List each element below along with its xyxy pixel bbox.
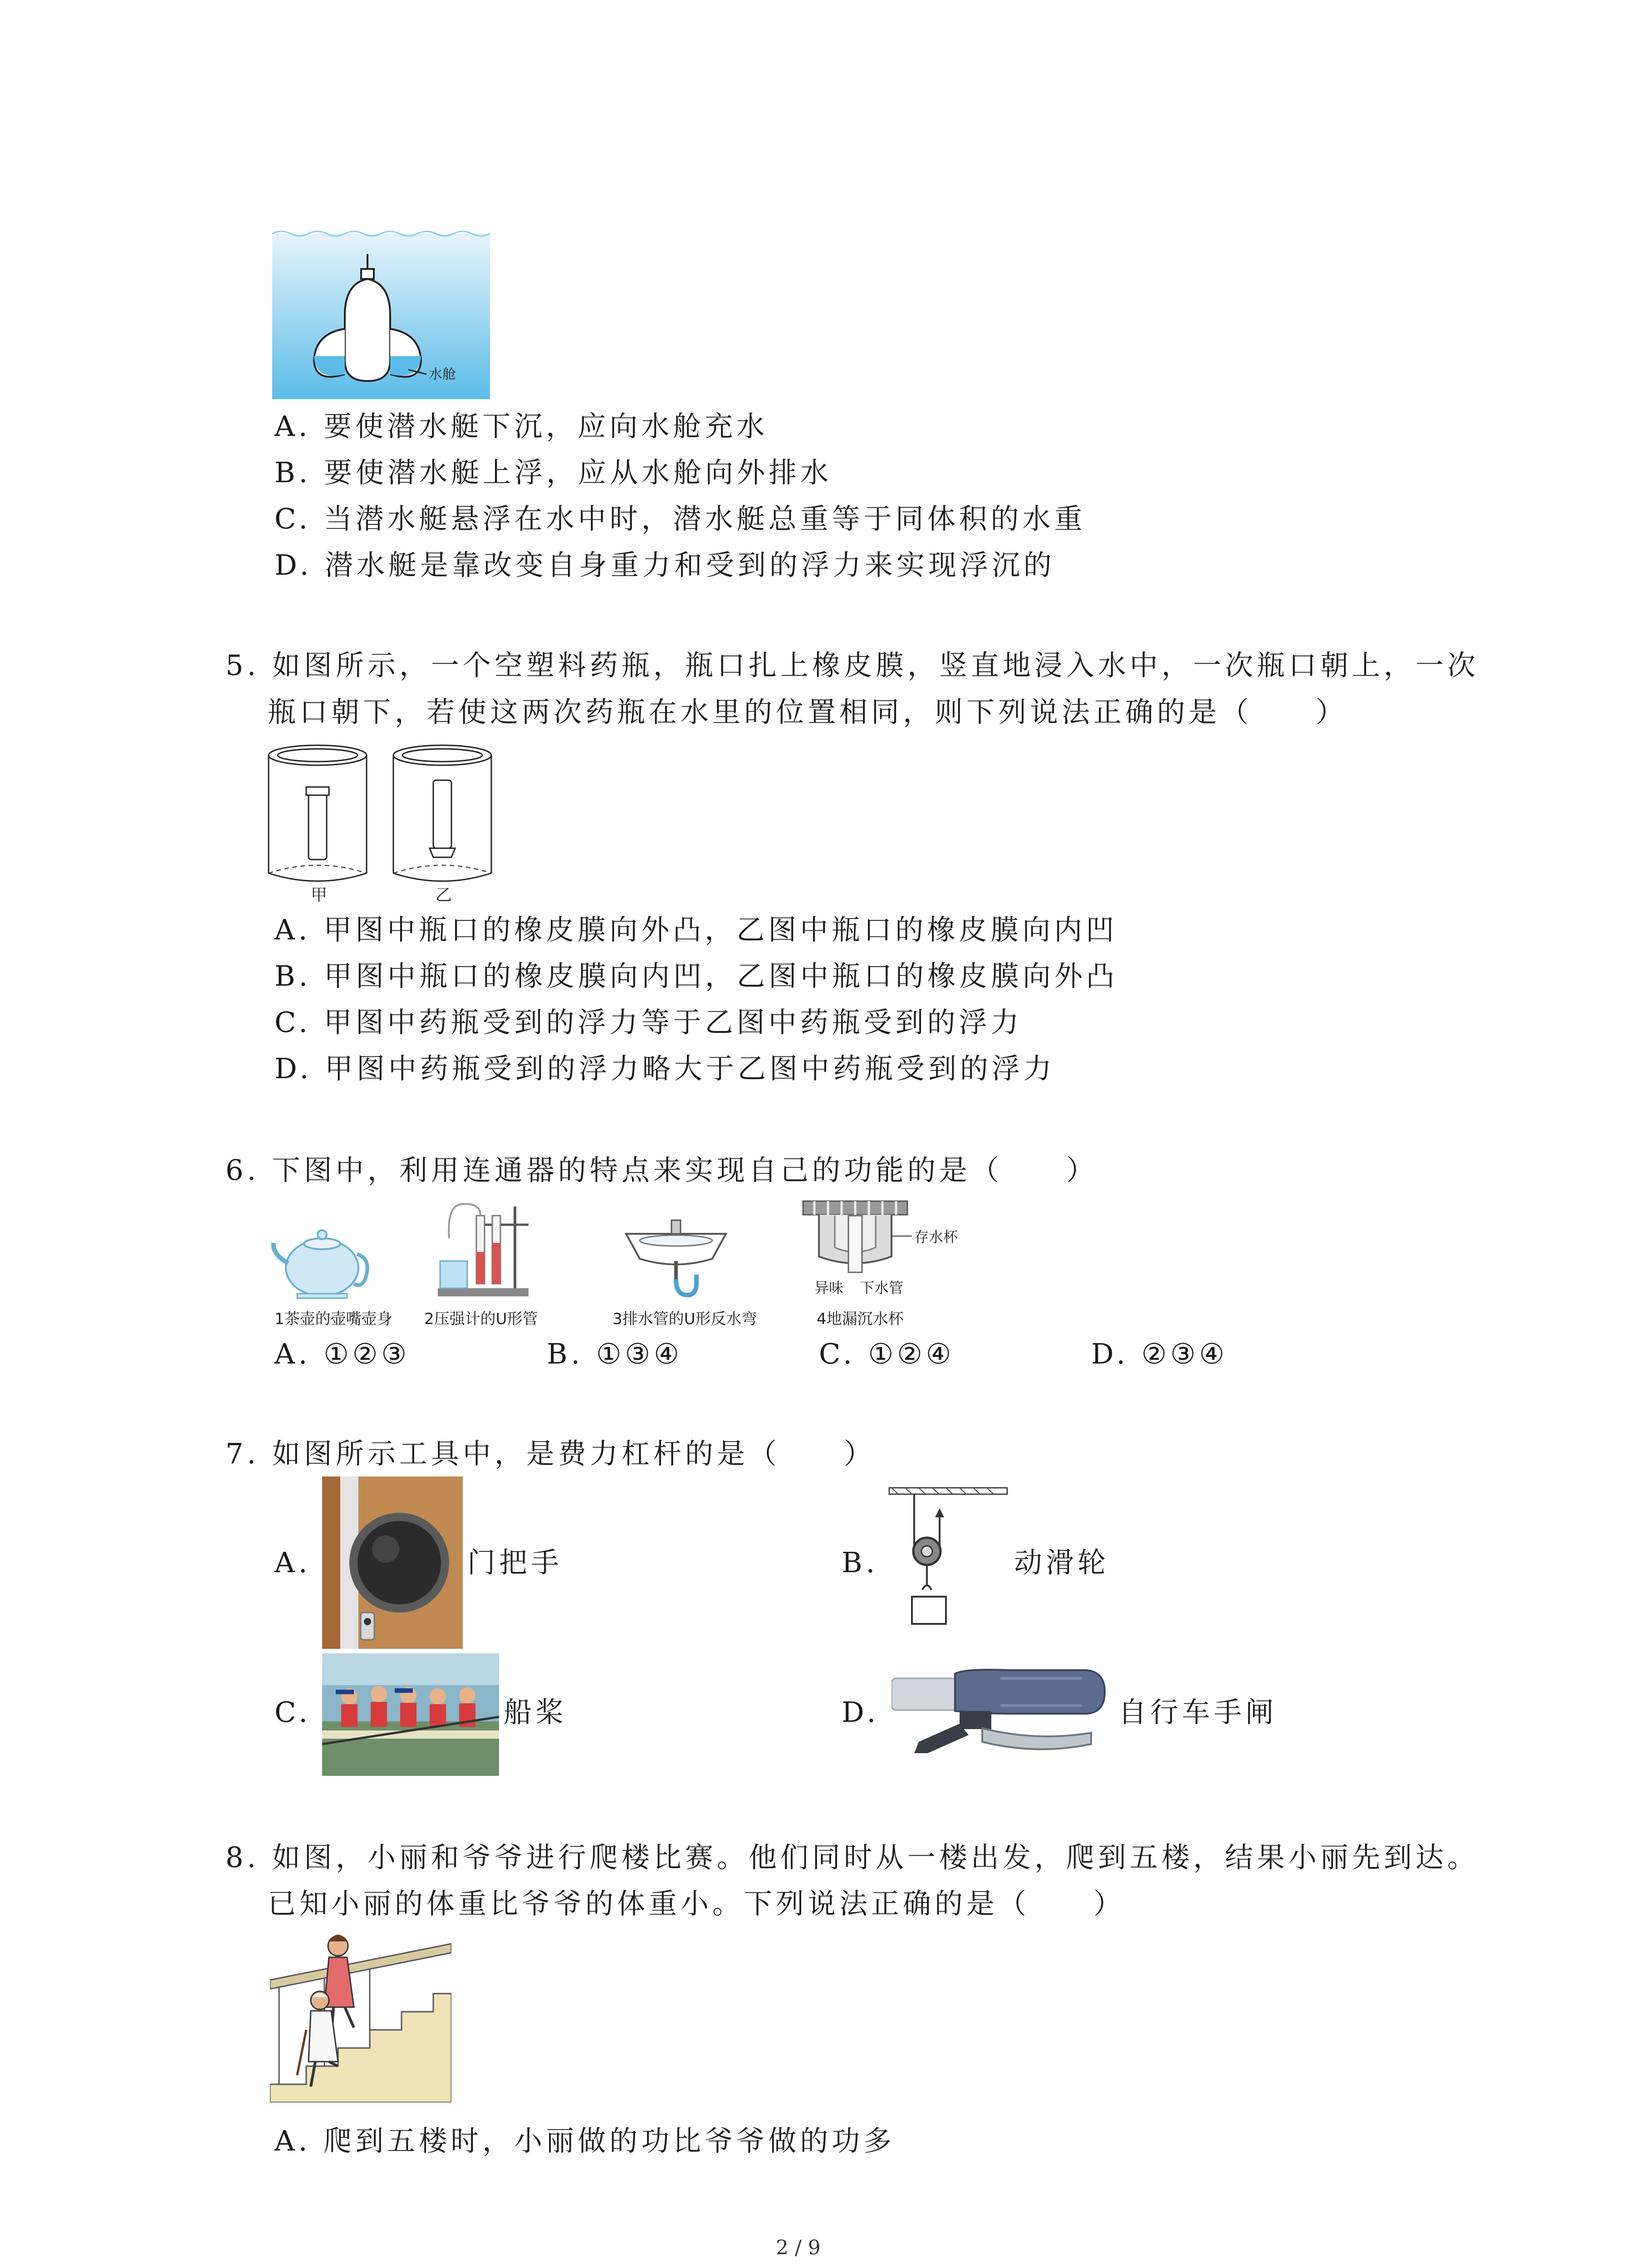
q7-option-d-label: 自行车手闸 [1118, 1696, 1278, 1729]
q8-stem-line2: 已知小丽的体重比爷爷的体重小。下列说法正确的是（ ） [268, 1887, 1126, 1920]
caption-floor-drain: 4地漏沉水杯 [817, 1310, 904, 1328]
q7-option-c-letter[interactable]: C. [274, 1696, 311, 1729]
q5-option-b[interactable]: B. 甲图中瓶口的橡皮膜向内凹，乙图中瓶口的橡皮膜向外凸 [274, 959, 1118, 992]
q7-option-b-letter[interactable]: B. [842, 1546, 879, 1579]
q6-option-b[interactable]: B. ①③④ [547, 1337, 683, 1370]
q6-option-a[interactable]: A. ①②③ [274, 1337, 410, 1370]
drain-cup-label: 存水杯 [914, 1228, 958, 1246]
q7-option-a-letter[interactable]: A. [274, 1546, 311, 1579]
page-number: 2 / 9 [776, 2236, 821, 2259]
jar-a-label: 甲 [311, 886, 328, 904]
q7-option-b-label: 动滑轮 [1014, 1546, 1110, 1579]
q4-option-d[interactable]: D. 潜水艇是靠改变自身重力和受到的浮力来实现浮沉的 [274, 548, 1055, 582]
sink-image [622, 1216, 730, 1302]
bottle-figure [265, 742, 497, 905]
q5-option-c[interactable]: C. 甲图中药瓶受到的浮力等于乙图中药瓶受到的浮力 [274, 1006, 1023, 1039]
manometer-image [424, 1198, 542, 1302]
q5-option-d[interactable]: D. 甲图中药瓶受到的浮力略大于乙图中药瓶受到的浮力 [274, 1052, 1055, 1085]
submarine-figure [272, 225, 490, 399]
q5-stem-line1: 5. 如图所示，一个空塑料药瓶，瓶口扎上橡皮膜，竖直地浸入水中，一次瓶口朝上，一次 [225, 649, 1479, 682]
rowing-image [322, 1653, 499, 1776]
q6-option-c[interactable]: C. ①②④ [819, 1337, 955, 1370]
caption-teapot: 1茶壶的壶嘴壶身 [274, 1310, 392, 1328]
q7-stem: 7. 如图所示工具中，是费力杠杆的是（ ） [225, 1437, 876, 1470]
q4-option-c[interactable]: C. 当潜水艇悬浮在水中时，潜水艇总重等于同体积的水重 [274, 502, 1086, 535]
q6-stem: 6. 下图中，利用连通器的特点来实现自己的功能的是（ ） [225, 1154, 1098, 1187]
caption-sink: 3排水管的U形反水弯 [612, 1310, 757, 1328]
q5-option-a[interactable]: A. 甲图中瓶口的橡皮膜向外凸，乙图中瓶口的橡皮膜向内凹 [274, 913, 1118, 946]
stair-climbing-image [270, 1930, 451, 2102]
caption-manometer: 2压强计的U形管 [424, 1310, 538, 1328]
q7-option-c-label: 船桨 [504, 1696, 568, 1729]
q8-stem-line1: 8. 如图，小丽和爷爷进行爬楼比赛。他们同时从一楼出发，爬到五楼，结果小丽先到达。 [225, 1841, 1479, 1874]
drain-odor-label: 异味 [814, 1279, 844, 1296]
q7-option-d-letter[interactable]: D. [842, 1696, 880, 1729]
q8-option-a[interactable]: A. 爬到五楼时，小丽做的功比爷爷做的功多 [274, 2124, 896, 2157]
water-tank-label: 水舱 [429, 367, 456, 382]
q6-option-d[interactable]: D. ②③④ [1091, 1337, 1228, 1370]
q7-option-a-label: 门把手 [467, 1546, 563, 1579]
pulley-image [887, 1483, 1009, 1651]
floor-drain-image [801, 1198, 964, 1306]
teapot-image [270, 1216, 374, 1302]
q4-option-a[interactable]: A. 要使潜水艇下沉，应向水舱充水 [274, 410, 769, 443]
q4-option-b[interactable]: B. 要使潜水艇上浮，应从水舱向外排水 [274, 456, 832, 489]
q5-stem-line2: 瓶口朝下，若使这两次药瓶在水里的位置相同，则下列说法正确的是（ ） [268, 695, 1348, 728]
door-knob-image [322, 1476, 463, 1649]
drain-pipe-label: 下水管 [860, 1279, 904, 1296]
bike-brake-image [892, 1660, 1109, 1771]
jar-b-label: 乙 [436, 886, 452, 904]
